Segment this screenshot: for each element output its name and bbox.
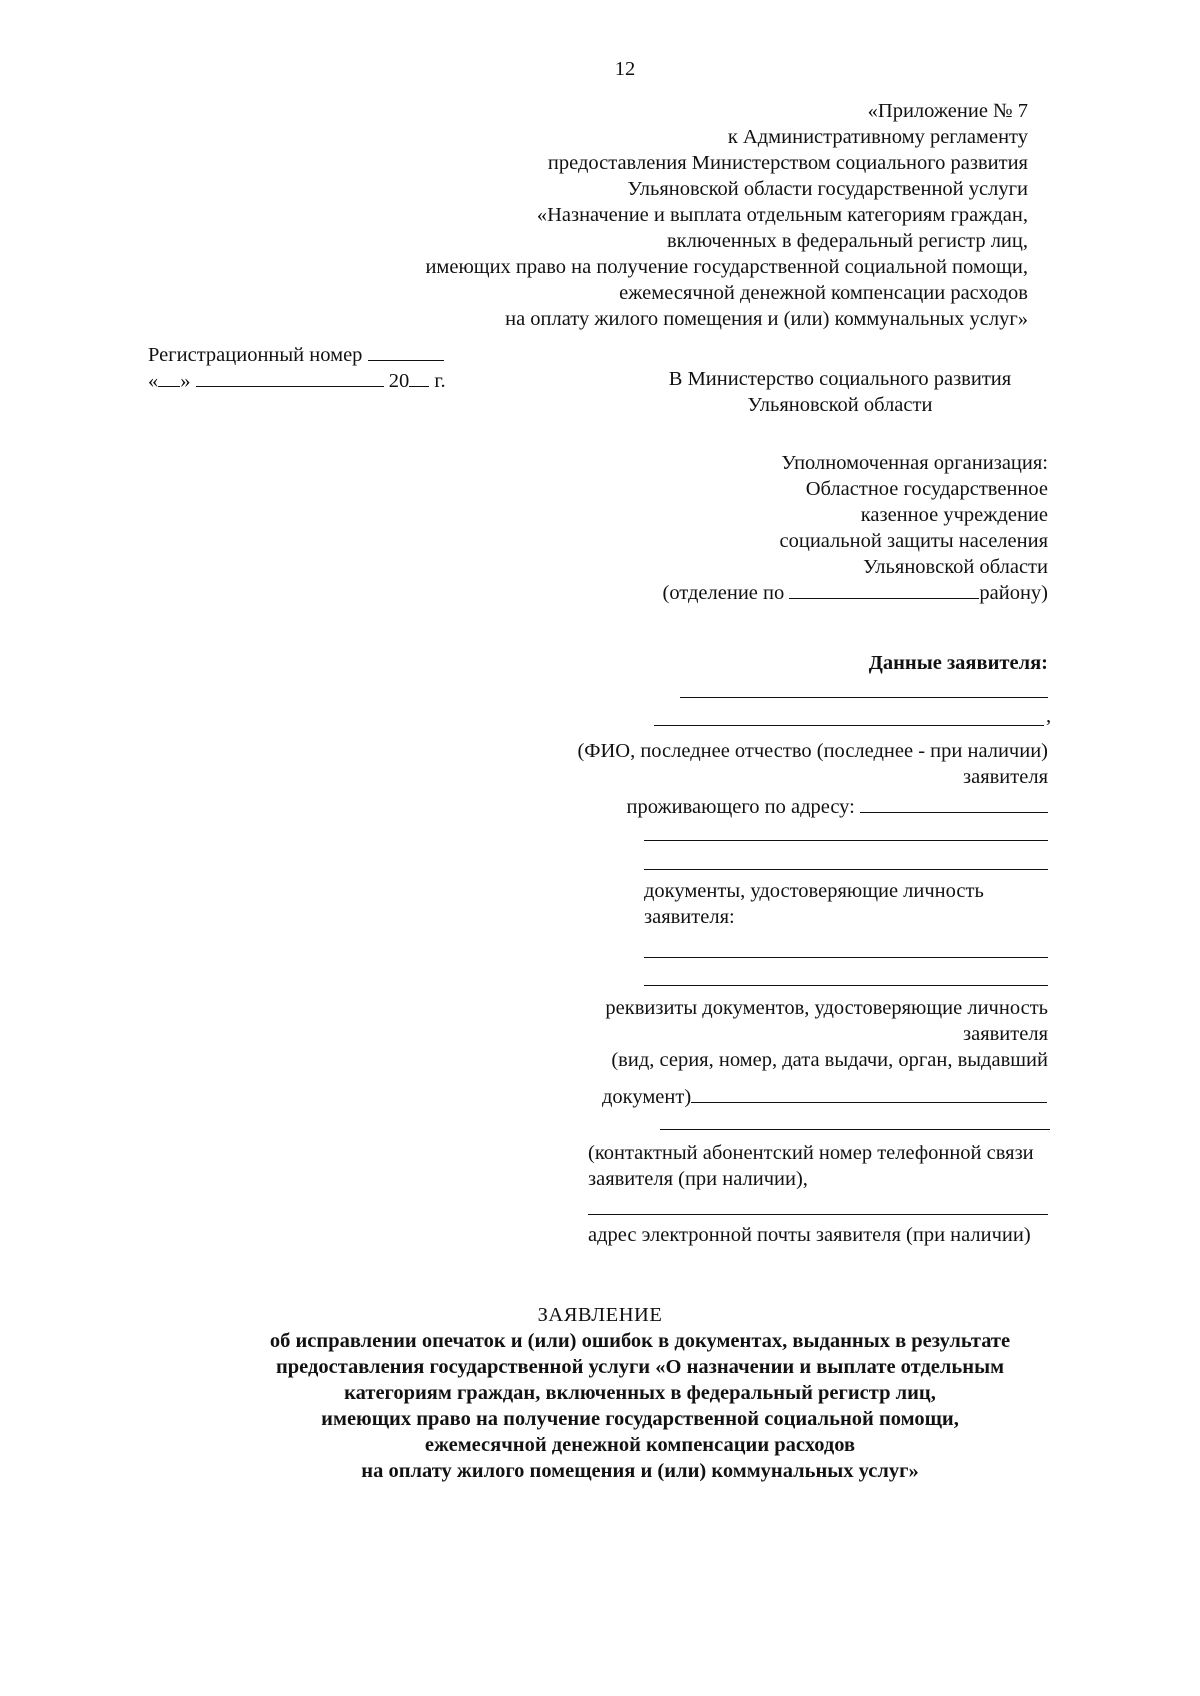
organization-line: казенное учреждение <box>860 504 1048 526</box>
appendix-line: «Назначение и выплата отдельным категориям граждан, <box>536 204 1028 226</box>
appendix-line: «Приложение № 7 <box>867 100 1028 122</box>
branch-prefix: (отделение по <box>662 582 785 604</box>
address-line-2[interactable] <box>644 840 1048 841</box>
id-documents-line-field-2[interactable] <box>644 985 1048 986</box>
branch-suffix: району) <box>979 582 1048 604</box>
appendix-line: включенных в федеральный регистр лиц, <box>666 230 1028 252</box>
requisites-line-field-2[interactable] <box>660 1129 1050 1130</box>
organization-branch-row <box>548 580 1048 606</box>
organization-line: социальной защиты населения <box>779 530 1048 552</box>
appendix-line: на оплату жилого помещения и (или) коммунальных услуг» <box>505 308 1028 330</box>
date-close-quote: » <box>180 370 191 392</box>
addressee-line-1: В Министерство социального развития <box>668 368 1012 390</box>
id-documents-label <box>644 878 1064 930</box>
page-number: 12 <box>614 58 636 80</box>
appendix-line: предоставления Министерством социального развития <box>547 152 1028 174</box>
date-day-field[interactable] <box>158 369 180 387</box>
address-label: проживающего по адресу: <box>626 796 855 818</box>
appendix-line: к Административному регламенту <box>727 126 1028 148</box>
appendix-header <box>268 98 1028 332</box>
branch-district-field[interactable] <box>789 581 979 599</box>
id-documents-line-1: документы, удостоверяющие личность <box>644 880 984 902</box>
fio-comma: , <box>1046 705 1052 727</box>
requisites-line-2: заявителя <box>963 1023 1048 1045</box>
statement-subtitle-line: ежемесячной денежной компенсации расходов <box>424 1434 856 1456</box>
date-year-suffix: г. <box>434 370 446 392</box>
date-month-field[interactable] <box>196 369 384 387</box>
appendix-line: имеющих право на получение государственной социальной помощи, <box>425 256 1028 278</box>
appendix-line: Ульяновской области государственной услуги <box>627 178 1028 200</box>
statement-subtitle-line: категориям граждан, включенных в федеральный регистр лиц, <box>344 1382 936 1404</box>
organization-block <box>548 450 1048 606</box>
registration-number-label: Регистрационный номер <box>148 344 363 366</box>
statement-subtitle-line: на оплату жилого помещения и (или) коммунальных услуг» <box>361 1460 919 1482</box>
statement-subtitle-line: об исправлении опечаток и (или) ошибок в документах, выданных в результате <box>269 1330 1011 1352</box>
requisites-line-3: (вид, серия, номер, дата выдачи, орган, выдавший <box>611 1049 1048 1071</box>
registration-number-row <box>148 342 508 368</box>
appendix-line: ежемесячной денежной компенсации расходов <box>619 282 1028 304</box>
organization-line: Уполномоченная организация: <box>781 452 1048 474</box>
phone-line-1: (контактный абонентский номер телефонной связи <box>588 1142 1034 1164</box>
phone-block <box>588 1140 1068 1192</box>
requisites-line-1: реквизиты документов, удостоверяющие личность <box>605 997 1048 1019</box>
date-year-prefix: 20 <box>388 370 410 392</box>
registration-block <box>148 342 508 394</box>
date-year-field[interactable] <box>409 369 429 387</box>
organization-line: Ульяновской области <box>863 556 1048 578</box>
statement-subtitle <box>0 1328 1200 1484</box>
addressee-line-2: Ульяновской области <box>747 394 933 416</box>
applicant-heading: Данные заявителя: <box>868 652 1048 674</box>
phone-line-2: заявителя (при наличии), <box>588 1168 808 1190</box>
id-documents-line-2: заявителя: <box>644 906 735 928</box>
requisites-document-row <box>602 1084 1062 1110</box>
address-row <box>428 794 1048 820</box>
requisites-block <box>428 995 1048 1073</box>
email-label: адрес электронной почты заявителя (при наличии) <box>588 1224 1031 1246</box>
organization-line: Областное государственное <box>805 478 1048 500</box>
fio-line-1[interactable] <box>680 697 1048 698</box>
fio-caption-line-2: заявителя <box>963 766 1048 788</box>
statement-subtitle-line: предоставления государственной услуги «О назначении и выплате отдельным <box>275 1356 1005 1378</box>
registration-number-field[interactable] <box>368 343 444 361</box>
statement-subtitle-line: имеющих право на получение государственной социальной помощи, <box>321 1408 959 1430</box>
address-line-3[interactable] <box>644 869 1048 870</box>
statement-title: ЗАЯВЛЕНИЕ <box>537 1304 663 1326</box>
email-field-line[interactable] <box>588 1214 1048 1215</box>
fio-caption <box>428 738 1048 790</box>
registration-date-row <box>148 368 508 394</box>
requisites-line-4: документ) <box>602 1086 692 1108</box>
fio-line-2[interactable] <box>654 725 1044 726</box>
fio-caption-line-1: (ФИО, последнее отчество (последнее - при наличии) <box>577 740 1048 762</box>
date-open-quote: « <box>148 370 159 392</box>
address-field[interactable] <box>860 795 1048 813</box>
addressee-block <box>620 366 1060 418</box>
id-documents-line-field-1[interactable] <box>644 957 1048 958</box>
requisites-document-field[interactable] <box>691 1085 1047 1103</box>
